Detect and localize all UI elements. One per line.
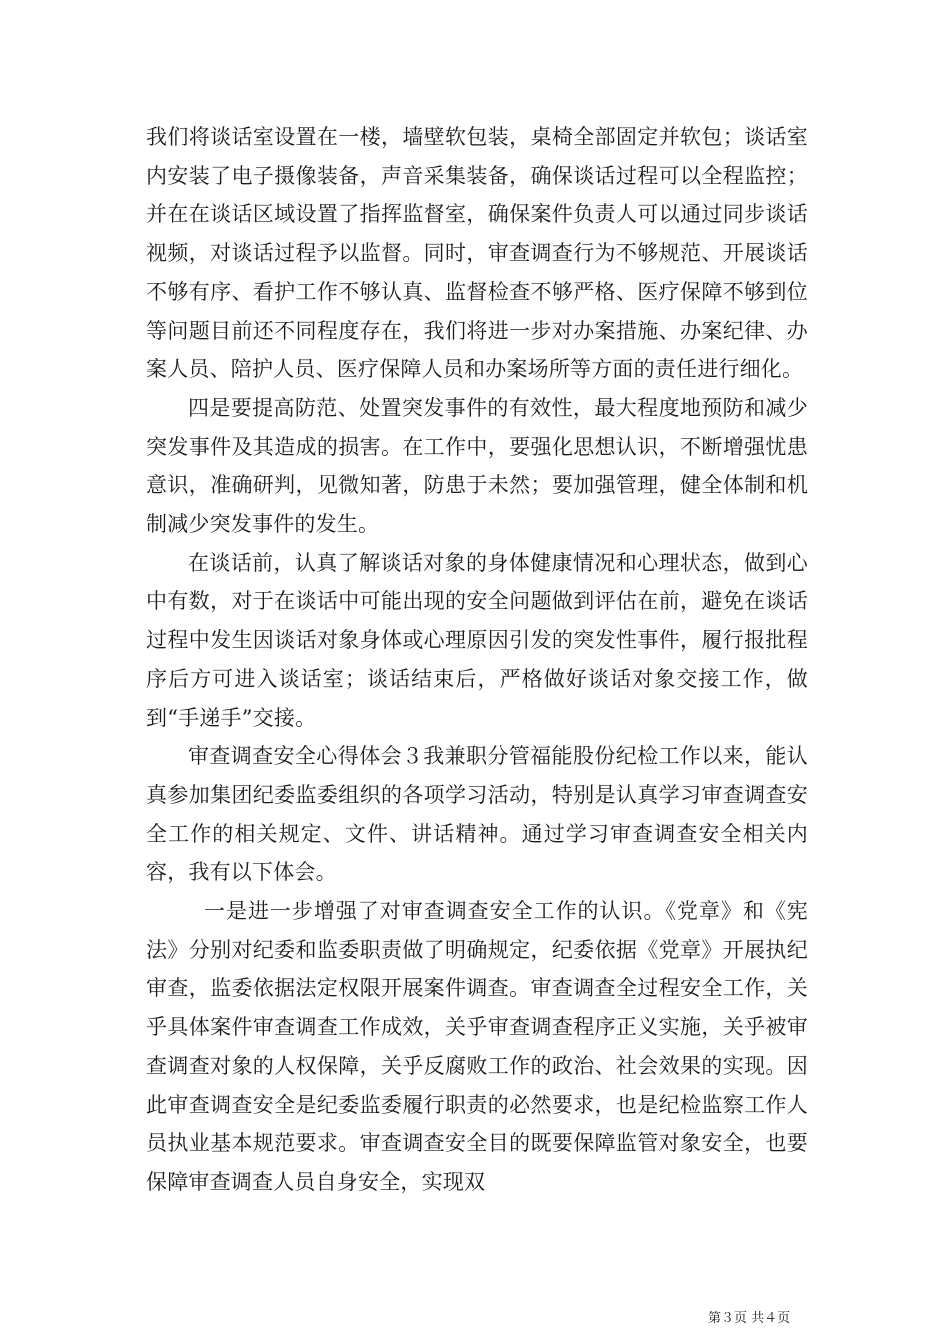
paragraph-2: 四是要提高防范、处置突发事件的有效性，最大程度地预防和减少突发事件及其造成的损害。在工作中，要强化思想认识，不断增强忧患意识，准确研判，见微知著，防患于未然；要加强管理，健全体制和机制减少突发事件的发生。 <box>146 395 808 537</box>
paragraph-5: 一是进一步增强了对审查调查安全工作的认识。《党章》和《宪法》分别对纪委和监委职责做了明确规定，纪委依据《党章》开展执纪审查，监委依据法定权限开展案件调查。审查调查全过程安全工作，关乎具体案件审查调查工作成效，关乎审查调查程序正义实施，关乎被审查调查对象的人权保障，关乎反腐败工作的政治、社会效果的实现。因此审查调查安全是纪委监委履行职责的必然要求，也是纪检监察工作人员执业基本规范要求。审查调查安全目的既要保障监管对象安全，也要保障审查调查人员自身安全，实现双 <box>146 899 808 1194</box>
paragraph-3: 在谈话前，认真了解谈话对象的身体健康情况和心理状态，做到心中有数，对于在谈话中可能出现的安全问题做到评估在前，避免在谈话过程中发生因谈话对象身体或心理原因引发的突发性事件，履行报批程序后方可进入谈话室；谈话结束后，严格做好谈话对象交接工作，做到“手递手”交接。 <box>146 550 808 730</box>
page-number: 第３页 共４页 <box>708 1311 791 1326</box>
document-body <box>146 118 808 1202</box>
paragraph-4: 审查调查安全心得体会３我兼职分管福能股份纪检工作以来，能认真参加集团纪委监委组织的各项学习活动，特别是认真学习审查调查安全工作的相关规定、文件、讲话精神。通过学习审查调查安全相关内容，我有以下体会。 <box>146 744 808 885</box>
paragraph-1: 我们将谈话室设置在一楼，墙壁软包装，桌椅全部固定并软包；谈话室内安装了电子摄像装备，声音采集装备，确保谈话过程可以全程监控；并在在谈话区域设置了指挥监督室，确保案件负责人可以通过同步谈话视频，对谈话过程予以监督。同时，审查调查行为不够规范、开展谈话不够有序、看护工作不够认真、监督检查不够严格、医疗保障不够到位等问题目前还不同程度存在，我们将进一步对办案措施、办案纪律、办案人员、陪护人员、医疗保障人员和办案场所等方面的责任进行细化。 <box>146 125 808 382</box>
